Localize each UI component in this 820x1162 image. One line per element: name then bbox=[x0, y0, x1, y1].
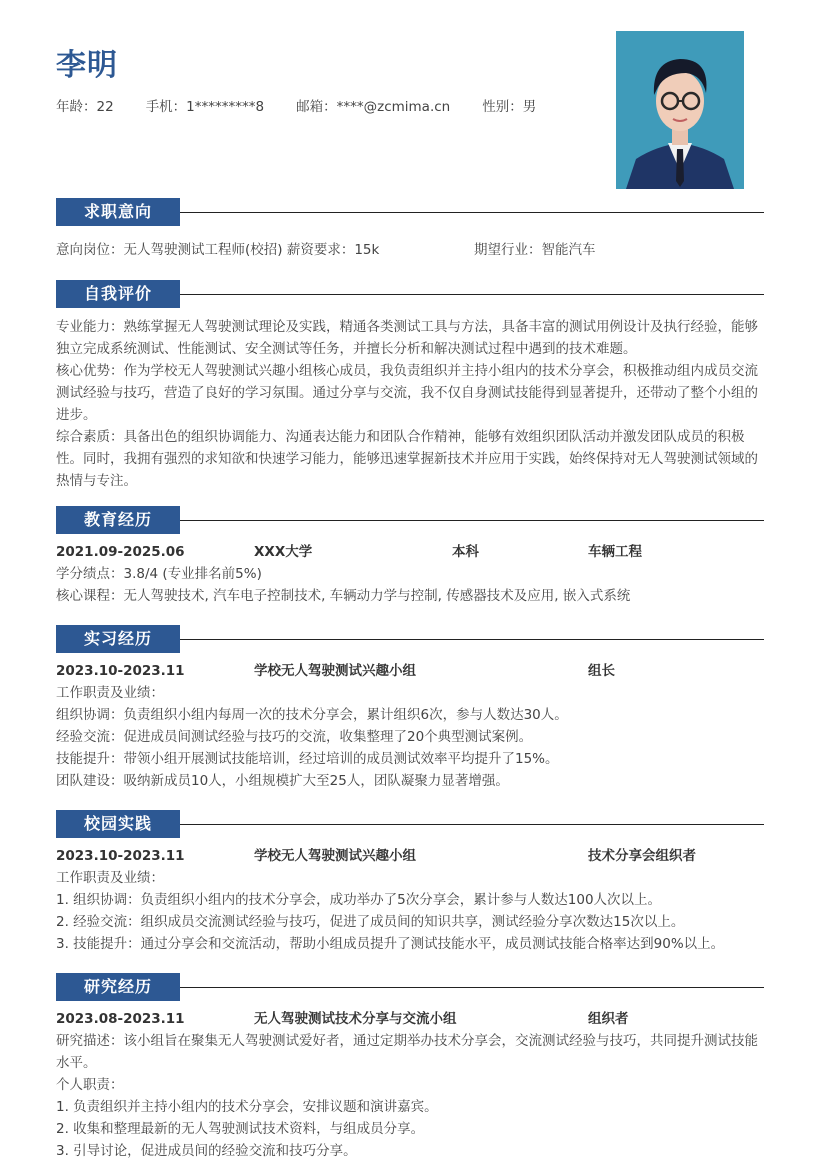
email: 邮箱：****@zcmima.cn bbox=[296, 99, 451, 115]
profile-photo bbox=[616, 31, 744, 189]
divider bbox=[180, 212, 764, 213]
list-item: 技能提升：带领小组开展测试技能培训，经过培训的成员测试效率平均提升了15%。 bbox=[56, 751, 559, 767]
section-campus bbox=[56, 810, 764, 955]
campus-org: 学校无人驾驶测试兴趣小组 bbox=[254, 848, 416, 864]
intent-industry: 期望行业：智能汽车 bbox=[474, 242, 596, 258]
section-self-evaluation bbox=[56, 280, 764, 492]
edu-courses: 核心课程：无人驾驶技术, 汽车电子控制技术, 车辆动力学与控制, 传感器技术及应用, 嵌入式系统 bbox=[56, 588, 631, 604]
divider bbox=[180, 987, 764, 988]
list-item: 3. 引导讨论，促进成员间的经验交流和技巧分享。 bbox=[56, 1143, 357, 1159]
campus-date: 2023.10-2023.11 bbox=[56, 848, 185, 864]
divider bbox=[180, 520, 764, 521]
section-research bbox=[56, 973, 764, 1162]
edu-gpa: 学分绩点：3.8/4 (专业排名前5%) bbox=[56, 566, 262, 582]
paragraph: 核心优势：作为学校无人驾驶测试兴趣小组核心成员，我负责组织并主持小组内的技术分享会，积极推动组内成员交流测试经验与技巧，营造了良好的学习氛围。通过分享与交流，我不仅自身测试技能得到显著提升，还带动了整个小组的进步。 bbox=[56, 363, 758, 423]
list-item: 工作职责及业绩： bbox=[56, 685, 164, 701]
edu-date: 2021.09-2025.06 bbox=[56, 544, 185, 560]
list-item: 2. 经验交流：组织成员交流测试经验与技巧，促进了成员间的知识共享，测试经验分享次数达15次以上。 bbox=[56, 914, 685, 930]
divider bbox=[180, 639, 764, 640]
section-title: 教育经历 bbox=[56, 506, 180, 534]
section-title: 研究经历 bbox=[56, 973, 180, 1001]
campus-role: 技术分享会组织者 bbox=[588, 848, 696, 864]
intent-position: 意向岗位：无人驾驶测试工程师(校招) 薪资要求：15k bbox=[56, 242, 380, 258]
list-item: 研究描述：该小组旨在聚集无人驾驶测试爱好者，通过定期举办技术分享会，交流测试经验与技巧，共同提升测试技能水平。 bbox=[56, 1033, 758, 1071]
list-item: 个人职责： bbox=[56, 1077, 124, 1093]
intern-role: 组长 bbox=[588, 663, 615, 679]
age: 年龄：22 bbox=[56, 99, 114, 115]
phone: 手机：1*********8 bbox=[145, 99, 265, 115]
section-intent bbox=[56, 198, 764, 261]
section-education bbox=[56, 506, 764, 607]
edu-major: 车辆工程 bbox=[588, 544, 642, 560]
section-title: 自我评价 bbox=[56, 280, 180, 308]
section-internship bbox=[56, 625, 764, 792]
list-item: 2. 收集和整理最新的无人驾驶测试技术资料，与组成员分享。 bbox=[56, 1121, 425, 1137]
candidate-name: 李明 bbox=[56, 48, 118, 83]
list-item: 3. 技能提升：通过分享会和交流活动，帮助小组成员提升了测试技能水平，成员测试技能合格率达到90%以上。 bbox=[56, 936, 725, 952]
divider bbox=[180, 294, 764, 295]
research-org: 无人驾驶测试技术分享与交流小组 bbox=[254, 1011, 457, 1027]
intern-date: 2023.10-2023.11 bbox=[56, 663, 185, 679]
research-date: 2023.08-2023.11 bbox=[56, 1011, 185, 1027]
list-item: 组织协调：负责组织小组内每周一次的技术分享会，累计组织6次，参与人数达30人。 bbox=[56, 707, 568, 723]
section-title: 校园实践 bbox=[56, 810, 180, 838]
contact-info bbox=[56, 95, 568, 115]
divider bbox=[180, 824, 764, 825]
list-item: 1. 负责组织并主持小组内的技术分享会，安排议题和演讲嘉宾。 bbox=[56, 1099, 438, 1115]
edu-degree: 本科 bbox=[452, 544, 479, 560]
intern-org: 学校无人驾驶测试兴趣小组 bbox=[254, 663, 416, 679]
section-title: 求职意向 bbox=[56, 198, 180, 226]
paragraph: 综合素质：具备出色的组织协调能力、沟通表达能力和团队合作精神，能够有效组织团队活动并激发团队成员的积极性。同时，我拥有强烈的求知欲和快速学习能力，能够迅速掌握新技术并应用于实践，始终保持对无人驾驶测试领域的热情与专注。 bbox=[56, 429, 758, 489]
section-title: 实习经历 bbox=[56, 625, 180, 653]
list-item: 工作职责及业绩： bbox=[56, 870, 164, 886]
list-item: 团队建设：吸纳新成员10人，小组规模扩大至25人，团队凝聚力显著增强。 bbox=[56, 773, 509, 789]
list-item: 经验交流：促进成员间测试经验与技巧的交流，收集整理了20个典型测试案例。 bbox=[56, 729, 533, 745]
list-item: 1. 组织协调：负责组织小组内的技术分享会，成功举办了5次分享会，累计参与人数达100人次以上。 bbox=[56, 892, 662, 908]
gender: 性别：男 bbox=[482, 99, 537, 115]
edu-school: XXX大学 bbox=[254, 544, 313, 560]
research-role: 组织者 bbox=[588, 1011, 629, 1027]
paragraph: 专业能力：熟练掌握无人驾驶测试理论及实践，精通各类测试工具与方法，具备丰富的测试用例设计及执行经验，能够独立完成系统测试、性能测试、安全测试等任务，并擅长分析和解决测试过程中遇到的技术难题。 bbox=[56, 319, 758, 357]
